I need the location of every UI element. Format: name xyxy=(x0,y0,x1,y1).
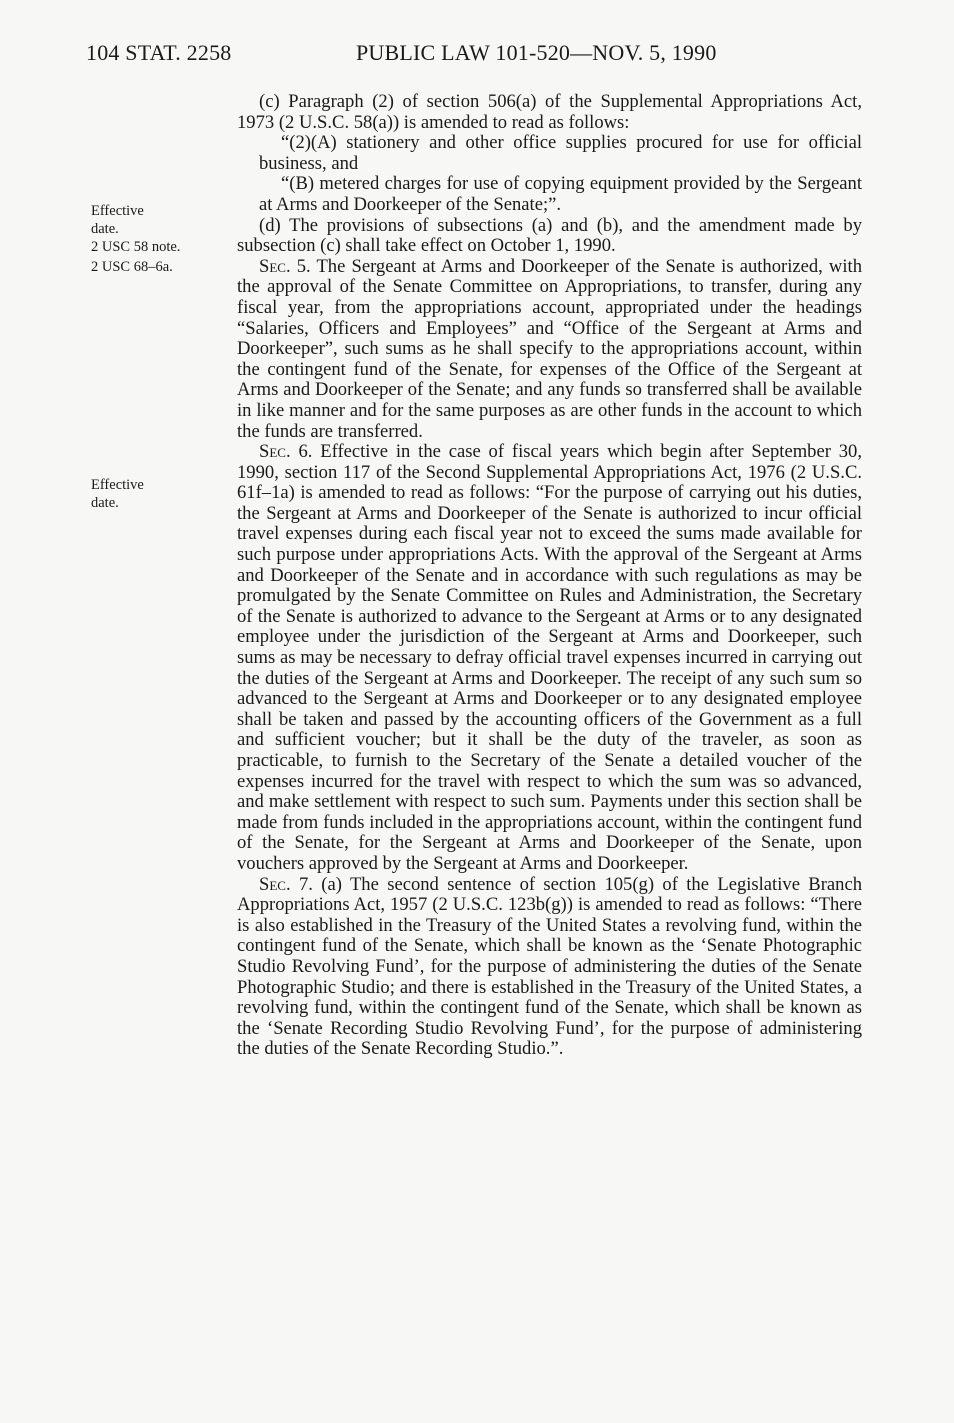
section-7 xyxy=(237,875,862,1060)
paragraph-d: (d) The provisions of subsections (a) and (b), and the amendment made by subsection (c) shall take effect on October 1, 1990. xyxy=(237,214,862,257)
stat-page-number: 104 STAT. 2258 xyxy=(86,40,232,65)
paragraph-b: “(B) metered charges for use of copying equipment provided by the Sergeant at Arms and Doorkeeper of the Senate;”. xyxy=(259,173,862,215)
margin-note-effective-date-1 xyxy=(91,202,231,256)
body-text xyxy=(237,92,862,1060)
paragraph-c: (c) Paragraph (2) of section 506(a) of the Supplemental Appropriations Act, 1973 (2 U.S.C. 58(a)) is amended to read as follows: xyxy=(237,91,862,133)
section-5-label: Sec. 5. xyxy=(259,255,311,277)
margin-note-citation-2: 2 USC 68–6a. xyxy=(91,259,173,275)
margin-note-label: Effective xyxy=(91,477,144,493)
margin-note-effective-date-2 xyxy=(91,476,231,512)
section-6 xyxy=(237,442,862,874)
margin-note-label: Effective xyxy=(91,203,144,219)
section-5 xyxy=(237,257,862,442)
margin-note-label: date. xyxy=(91,495,119,511)
margin-note-citation: 2 USC 58 note. xyxy=(91,239,181,255)
section-7-label: Sec. 7. xyxy=(259,873,313,895)
paragraph-2a: “(2)(A) stationery and other office supplies procured for use for official business, and xyxy=(259,132,862,174)
page-header xyxy=(86,40,866,70)
public-law-heading: PUBLIC LAW 101-520—NOV. 5, 1990 xyxy=(356,40,717,65)
section-6-label: Sec. 6. xyxy=(259,441,313,463)
section-6-text: Effective in the case of fiscal years which begin after September 30, 1990, section 117 of the Second Supplemental Appropriations Act, 1976 (2 U.S.C. 61f–1a) is amended to read as follows: “For the purpose of carrying out his duties, the Sergeant at Arms and Doorkeeper of the Senate is authorized to incur official travel expenses during each fiscal year not to exceed the sums made available for such purpose under appropriations Acts. With the approval of the Sergeant at Arms and Doorkeeper of the Senate and in accordance with such regulations as may be promulgated by the Senate Committee on Rules and Administration, the Secretary of the Senate is authorized to advance to the Sergeant at Arms or to any designated employee under the jurisdiction of the Sergeant at Arms and Doorkeeper, such sums as may be necessary to defray official travel expenses incurred in carrying out the duties of the Sergeant at Arms and Doorkeeper. The receipt of any such sum so advanced to the Sergeant at Arms and Doorkeeper or to any designated employee shall be taken and passed by the accounting officers of the Government as a full and sufficient voucher; but it shall be the duty of the traveler, as soon as practicable, to furnish to the Secretary of the Senate a detailed voucher of the expenses incurred for the travel with respect to which the sum was so advanced, and make settlement with respect to such sum. Payments under this section shall be made from funds included in the appropriations account, within the contingent fund of the Senate, for the Sergeant at Arms and Doorkeeper of the Senate, upon vouchers approved by the Sergeant at Arms and Doorkeeper. xyxy=(237,441,862,874)
margin-note-label: date. xyxy=(91,221,119,237)
section-7-text: (a) The second sentence of section 105(g) of the Legislative Branch Appropriations Act, 1957 (2 U.S.C. 123b(g)) is amended to read as follows: “There is also established in the Treasury of the United States a revolving fund, within the contingent fund of the Senate, which shall be known as the ‘Senate Photographic Studio Revolving Fund’, for the purpose of administering the duties of the Senate Photographic Studio; and there is established in the Treasury of the United States, a revolving fund, within the contingent fund of the Senate, which shall be known as the ‘Senate Recording Studio Revolving Fund’, for the purpose of administering the duties of the Senate Recording Studio.”. xyxy=(237,873,862,1060)
section-5-text: The Sergeant at Arms and Doorkeeper of the Senate is authorized, with the approval of the Senate Committee on Appropriations, to transfer, during any fiscal year, from the appropriations account, appropriated under the headings “Salaries, Officers and Employees” and “Office of the Sergeant at Arms and Doorkeeper”, such sums as he shall specify to the appropriations account, within the contingent fund of the Senate, for expenses of the Office of the Sergeant at Arms and Doorkeeper of the Senate; and any funds so transferred shall be available in like manner and for the same purposes as are other funds in the account to which the funds are transferred. xyxy=(237,255,862,442)
